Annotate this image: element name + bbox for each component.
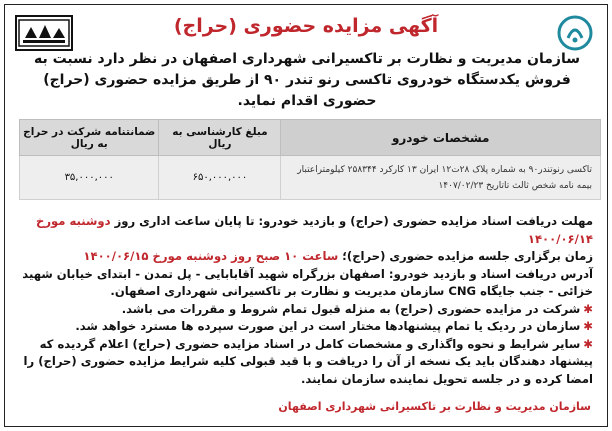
asterisk-bullet-icon: ✱ bbox=[583, 319, 593, 333]
notice-details bbox=[19, 213, 593, 388]
taxi-organization-logo-icon bbox=[555, 13, 595, 53]
header-vehicle-spec: مشخصات خودرو bbox=[281, 120, 601, 156]
organization-signature: سازمان مدیریت و نظارت بر تاکسیرانی شهرداری اصفهان bbox=[278, 400, 591, 413]
notice-frame bbox=[4, 4, 608, 427]
asterisk-bullet-icon: ✱ bbox=[583, 301, 593, 316]
deadline-label: مهلت دریافت اسناد مزایده حضوری (حراج) و بازدید خودرو: تا پایان ساعت اداری روز bbox=[110, 214, 593, 228]
condition-item bbox=[19, 301, 593, 319]
deposit-cell: ۳۵,۰۰۰,۰۰۰ bbox=[20, 156, 159, 200]
table-row bbox=[20, 156, 601, 200]
vehicle-spec-cell bbox=[281, 156, 601, 200]
vehicle-table bbox=[19, 119, 601, 200]
notice-intro: سازمان مدیریت و نظارت بر تاکسیرانی شهرداری اصفهان در نظر دارد نسبت به فروش یکدستگاه خودروی تاکسی رنو تندر ۹۰ از طریق مزایده حضوری (حراج) حضوری اقدام نماید. bbox=[33, 51, 581, 109]
header-deposit: ضمانتنامه شرکت در حراج به ریال bbox=[20, 120, 159, 156]
condition-item bbox=[19, 336, 593, 389]
condition-item bbox=[19, 318, 593, 336]
expert-price-cell: ۶۵۰,۰۰۰,۰۰۰ bbox=[159, 156, 281, 200]
header-expert-price: مبلغ کارشناسی به ریال bbox=[159, 120, 281, 156]
condition-text: سایر شرایط و نحوه واگذاری و مشخصات کامل در اسناد مزایده حضوری (حراج) اعلام گردیده که پیشنهاد دهندگان باید یک نسخه از آن را دریافت و با قید قبولی کلیه شرایط مزایده حضوری (حراج) را امضا کرده و در جلسه تحویل نماینده سازمان نمایند. bbox=[23, 336, 593, 386]
deadline-date: دوشنبه مورخ ۱۴۰۰/۰۶/۱۴ bbox=[35, 214, 593, 246]
vehicle-insurance-line: بیمه نامه شخص ثالث تاتاریخ ۱۴۰۷/۰۲/۲۳ bbox=[438, 180, 592, 191]
deadline-line bbox=[19, 213, 593, 248]
session-date: ساعت ۱۰ صبح روز دوشنبه مورخ ۱۴۰۰/۰۶/۱۵ bbox=[83, 249, 339, 263]
notice-title: آگهی مزایده حضوری (حراج) bbox=[173, 15, 439, 37]
session-time-line bbox=[19, 248, 593, 266]
condition-text: سازمان در ردیک یا تمام پیشنهادها مختار است در این صورت سپرده ها مسترد خواهد شد. bbox=[75, 319, 581, 333]
newspaper-logo-icon bbox=[15, 15, 73, 51]
address-line: آدرس دریافت اسناد و بازدید خودرو: اصفهان بزرگراه شهید آقابابایی - پل تمدن - ابتدای خیابان شهید خزائی - جنب جایگاه CNG سازمان مدیریت و نظارت بر تاکسیرانی شهرداری اصفهان. bbox=[22, 266, 593, 298]
condition-text: شرکت در مزایده حضوری (حراج) به منزله قبول تمام شروط و مقررات می باشد. bbox=[121, 301, 581, 316]
asterisk-bullet-icon: ✱ bbox=[583, 336, 593, 351]
vehicle-spec-line: تاکسی رنوتندر۹۰ به شماره پلاک ۲۸ت۱۲ ایران ۱۳ کارکرد ۲۵۸۳۴۴ کیلومتراعتبار bbox=[297, 164, 592, 175]
session-label: زمان برگزاری جلسه مزایده حضوری (حراج)؛ bbox=[338, 249, 593, 263]
